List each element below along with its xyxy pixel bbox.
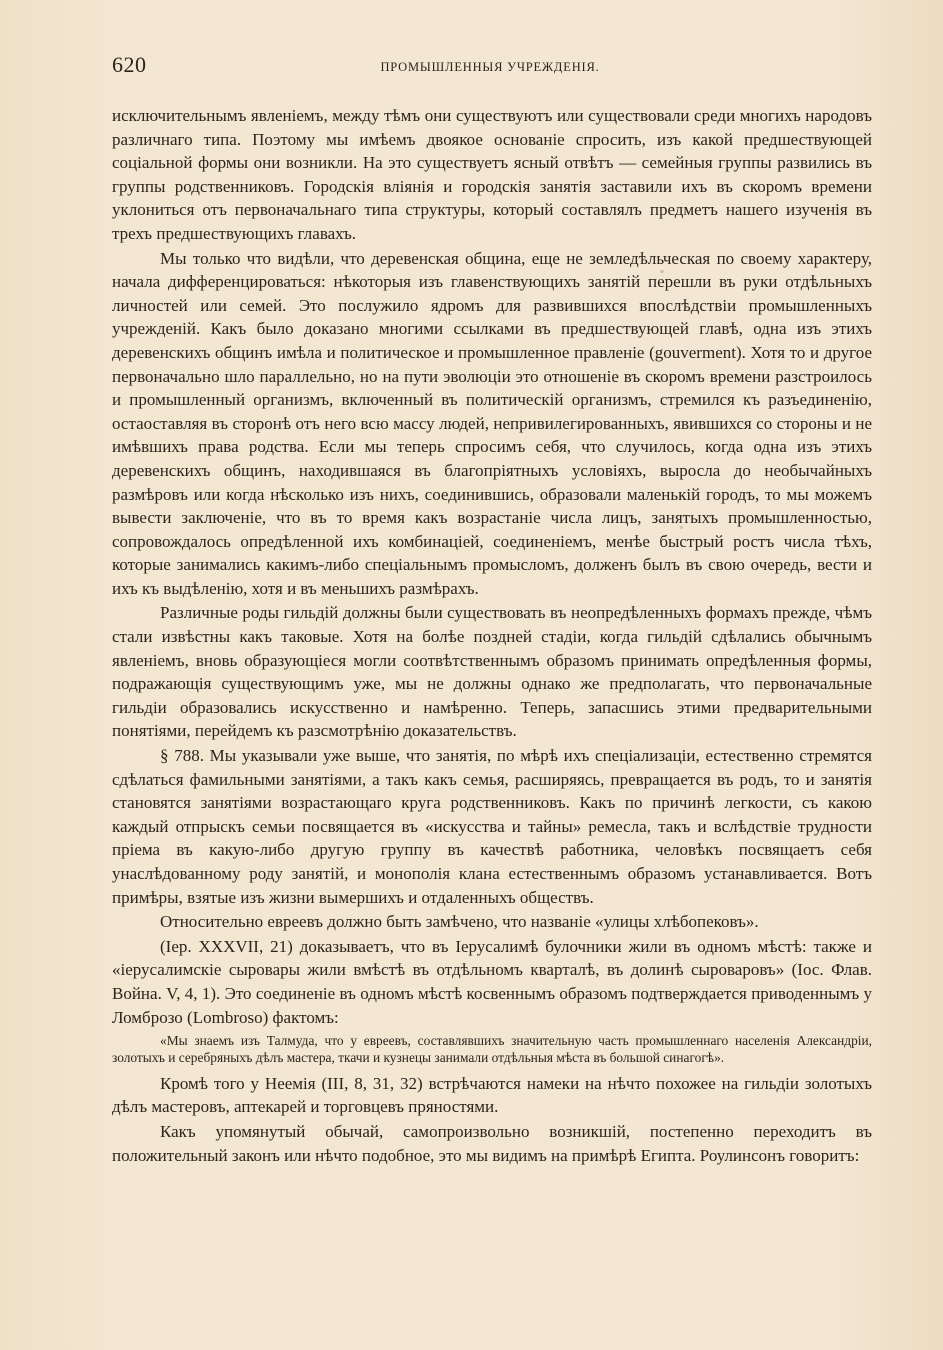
paragraph-continued: исключительнымъ явленіемъ, между тѣмъ они существуютъ или существовали среди многихъ народовъ различнаго типа. Поэтому мы имѣемъ двоякое основаніе спросить, изъ какой предшествующей соціальной формы они возникли. На это существуетъ ясный отвѣтъ — семейныя группы развились въ группы родственниковъ. Городскія вліянія и городскія занятія заставили ихъ въ скоромъ времени уклониться отъ первоначальнаго типа структуры, который составлялъ предметъ нашего изученія въ трехъ предшествующихъ главахъ. <box>112 106 872 243</box>
paragraph: Какъ упомянутый обычай, самопроизвольно возникшій, постепенно переходитъ въ положительный законъ или нѣчто подобное, это мы видимъ на примѣрѣ Египта. Роулинсонъ говоритъ: <box>112 1121 872 1165</box>
paper-stain <box>680 526 683 529</box>
paragraph: Мы только что видѣли, что деревенская община, еще не земледѣльческая по своему характеру, начала дифференцироваться: нѣкоторыя изъ главенствующихъ занятій перешли въ руки отдѣльныхъ личностей или семей. Это послужило ядромъ для развившихся впослѣдствіи промышленныхъ учрежденій. Какъ было доказано многими ссылками въ предшествующей главѣ, одна изъ этихъ деревенскихъ общинъ имѣла и политическое и промышленное правленіе (gouverment). Хотя то и другое первоначально шло параллельно, но на пути эволюціи это отношеніе въ скоромъ времени разстроилось и промышленный организмъ, включенный въ политическій организмъ, стремился къ разъединенію, остаоставляя въ сторонѣ отъ него всю массу людей, непривилегированныхъ, явившихся со стороны и не имѣвшихъ права родства. Если мы теперь спросимъ себя, что случилось, когда одна изъ этихъ деревенскихъ общинъ, находившаяся въ благопріятныхъ условіяхъ, выросла до необычайныхъ размѣровъ или когда нѣсколько изъ нихъ, соединившись, образовали маленькій городъ, то мы можемъ вывести заключеніе, что въ то время какъ возрастаніе числа лицъ, занятыхъ промышленностью, сопровождалось опредѣленной ихъ комбинаціей, соединеніемъ, менѣе быстрый ростъ числа тѣхъ, которые занимались какимъ-либо спеціальнымъ промысломъ, долженъ былъ въ свою очередь, вести и ихъ къ выдѣленію, хотя и въ меньшихъ размѣрахъ. <box>112 248 872 598</box>
paper-stain <box>660 270 664 273</box>
section-788-paragraph: § 788. Мы указывали уже выше, что занятія, по мѣрѣ ихъ спеціализаціи, естественно стремятся сдѣлаться фамильными занятіями, а такъ какъ семья, расширяясь, превращается въ родъ, то и занятія становятся занятіями возрастающаго круга родственниковъ. Какъ по причинѣ легкости, съ какою каждый отпрыскъ семьи посвящается въ «искусства и тайны» ремесла, такъ и вслѣдствіе трудности пріема въ какую-либо другую группу въ качествѣ работника, человѣкъ посвящаетъ себя унаслѣдованному роду занятій, и монополія клана естественнымъ образомъ устанавливается. Вотъ примѣры, взятые изъ жизни вымершихъ и отдаленныхъ обществъ. <box>112 746 872 907</box>
paragraph: Кромѣ того у Неемія (III, 8, 31, 32) встрѣчаются намеки на нѣчто похожее на гильдіи золотыхъ дѣлъ мастеровъ, аптекарей и торговцевъ пряностями. <box>112 1073 872 1117</box>
running-head: ПРОМЫШЛЕННЫЯ УЧРЕЖДЕНІЯ. <box>380 60 600 74</box>
block-quote: «Мы знаемъ изъ Талмуда, что у евреевъ, составлявшихъ значительную часть промышленнаго населенія Александріи, золотыхъ и серебряныхъ дѣлъ мастера, ткачи и кузнецы занимали отдѣльныя мѣста въ большой синагогѣ». <box>112 1033 872 1065</box>
page-number: 620 <box>112 52 147 77</box>
body-text <box>112 104 872 1167</box>
paragraph: Относительно евреевъ должно быть замѣчено, что названіе «улицы хлѣбопековъ». <box>160 912 759 932</box>
page-header <box>112 52 868 82</box>
paragraph: (Іер. XXXVII, 21) доказываетъ, что въ Іерусалимѣ булочники жили въ одномъ мѣстѣ: также и «іерусалимскіе сыровары жили вмѣстѣ въ отдѣльномъ кварталѣ, въ долинѣ сыроваровъ» (Іос. Флав. Война. V, 4, 1). Это соединеніе въ одномъ мѣстѣ косвеннымъ образомъ подтверждается приводеннымъ у Ломброзо (Lombroso) фактомъ: <box>112 936 872 1027</box>
paragraph: Различные роды гильдій должны были существовать въ неопредѣленныхъ формахъ прежде, чѣмъ стали извѣстны какъ таковые. Хотя на болѣе поздней стадіи, когда гильдій сдѣлались обычнымъ явленіемъ, вновь образующіеся могли соотвѣтственнымъ образомъ принимать опредѣленныя формы, подражающія существующимъ уже, мы не должны однако же предполагать, что первоначальные гильдіи образовались искусственно и намѣренно. Теперь, запасшись этими предварительными понятіями, перейдемъ къ разсмотрѣнію доказательствъ. <box>112 603 872 741</box>
